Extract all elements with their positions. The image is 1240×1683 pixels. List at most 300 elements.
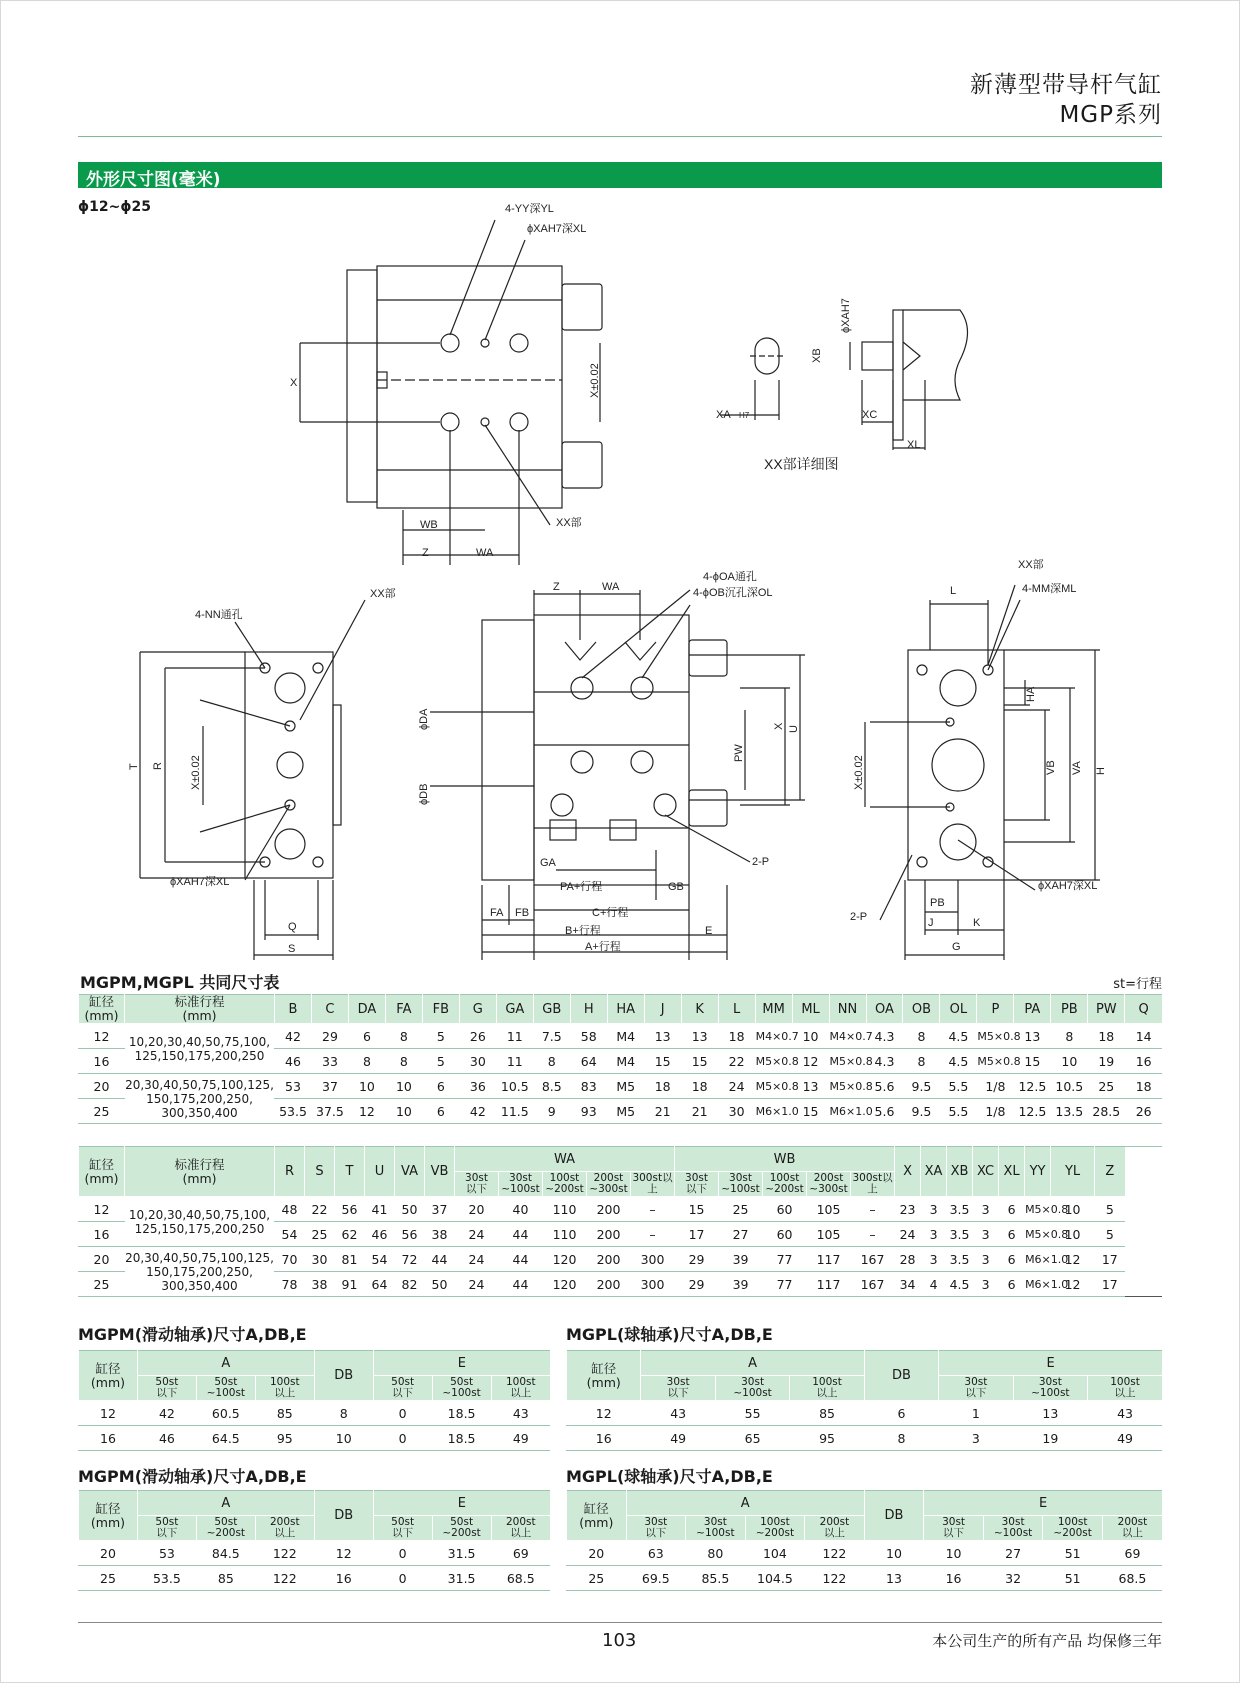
svg-text:G: G xyxy=(952,941,961,953)
table-cell: 3 xyxy=(973,1272,999,1297)
table-cell: 81 xyxy=(335,1247,365,1272)
table-cell: 40 xyxy=(499,1197,543,1222)
col-header: A xyxy=(626,1491,864,1516)
sub-header: 200st 以上 xyxy=(1102,1516,1162,1541)
table-cell: 64.5 xyxy=(196,1426,255,1451)
svg-text:ϕDB: ϕDB xyxy=(418,783,430,805)
col-header: 缸径 (mm) xyxy=(567,1491,627,1541)
svg-text:L: L xyxy=(950,585,957,597)
table-cell: 39 xyxy=(719,1272,763,1297)
table-cell: 6 xyxy=(348,1024,385,1049)
mgpm-table-20-25 xyxy=(78,1490,550,1591)
table-cell: 16 xyxy=(924,1566,984,1591)
svg-text:U: U xyxy=(788,725,800,733)
table-cell: 10 xyxy=(864,1541,924,1566)
table-cell: 51 xyxy=(1043,1566,1103,1591)
table-cell: 55 xyxy=(715,1401,789,1426)
table-cell: 0 xyxy=(373,1541,432,1566)
table-cell: M5×0.8 xyxy=(755,1049,792,1074)
svg-text:FA: FA xyxy=(490,907,504,919)
table-cell: M6×1.0 xyxy=(1025,1272,1051,1297)
table-cell: 10.5 xyxy=(1051,1074,1088,1099)
table-cell: 53 xyxy=(137,1541,196,1566)
table-cell: 95 xyxy=(790,1426,864,1451)
table-row xyxy=(567,1541,1163,1566)
col-header: G xyxy=(459,995,496,1024)
table-cell: 56 xyxy=(335,1197,365,1222)
col-header: Z xyxy=(1095,1147,1125,1197)
svg-text:C+行程: C+行程 xyxy=(592,907,629,919)
table-row xyxy=(79,1247,1163,1272)
table-cell: 49 xyxy=(491,1426,550,1451)
table-cell: 64 xyxy=(570,1049,607,1074)
col-header: XB xyxy=(947,1147,973,1197)
col-header: A xyxy=(137,1351,314,1376)
svg-text:XL: XL xyxy=(907,439,921,451)
table-cell: 18.5 xyxy=(432,1401,491,1426)
t3-title: MGPM(滑动轴承)尺寸A,DB,E xyxy=(78,1325,307,1344)
table-cell: 26 xyxy=(1125,1099,1162,1124)
footer-divider xyxy=(78,1622,1162,1623)
table-cell: 1/8 xyxy=(977,1074,1014,1099)
sub-header: 30st ~100st xyxy=(1013,1376,1087,1401)
table-cell: 48 xyxy=(275,1197,305,1222)
col-header: XA xyxy=(921,1147,947,1197)
col-header: XL xyxy=(999,1147,1025,1197)
table-row xyxy=(79,1426,551,1451)
table-cell: 3 xyxy=(939,1426,1013,1451)
table-cell: 5.6 xyxy=(866,1074,903,1099)
col-header: FA xyxy=(385,995,422,1024)
table-cell: M5×0.8 xyxy=(755,1074,792,1099)
table-cell: 37 xyxy=(425,1197,455,1222)
table-cell: 17 xyxy=(675,1222,719,1247)
col-header: FB xyxy=(422,995,459,1024)
table-cell: 20 xyxy=(567,1541,627,1566)
col-header: DA xyxy=(348,995,385,1024)
col-header: GB xyxy=(533,995,570,1024)
svg-text:PB: PB xyxy=(930,897,945,909)
table-cell: 4.5 xyxy=(947,1272,973,1297)
table-cell: 10.5 xyxy=(496,1074,533,1099)
table-cell: 77 xyxy=(763,1247,807,1272)
table-cell: 70 xyxy=(275,1247,305,1272)
common-dimensions-table xyxy=(78,994,1162,1124)
table-cell: 4.3 xyxy=(866,1049,903,1074)
col-header: YL xyxy=(1051,1147,1095,1197)
table-cell: 27 xyxy=(983,1541,1043,1566)
svg-text:X: X xyxy=(290,377,298,389)
col-header: DB xyxy=(314,1351,373,1401)
table-cell: – xyxy=(631,1197,675,1222)
table-cell: 44 xyxy=(499,1247,543,1272)
svg-text:GA: GA xyxy=(540,857,556,869)
svg-text:K: K xyxy=(973,917,981,929)
table-cell: 21 xyxy=(644,1099,681,1124)
table-cell: 8 xyxy=(533,1049,570,1074)
svg-text:PW: PW xyxy=(733,744,745,762)
table-cell: 5 xyxy=(422,1049,459,1074)
table-cell: 42 xyxy=(137,1401,196,1426)
table-cell: 8.5 xyxy=(533,1074,570,1099)
table-cell: 10 xyxy=(1051,1197,1095,1222)
col-header: ML xyxy=(792,995,829,1024)
table-cell: 300 xyxy=(631,1272,675,1297)
table-cell: 91 xyxy=(335,1272,365,1297)
table-cell: 5 xyxy=(1095,1197,1125,1222)
table-cell: 43 xyxy=(1088,1401,1162,1426)
table-cell: M5×0.8 xyxy=(829,1049,866,1074)
sub-header: 100st 以上 xyxy=(491,1376,550,1401)
col-header: B xyxy=(275,995,312,1024)
table-cell: 3 xyxy=(973,1222,999,1247)
header-row xyxy=(567,1351,1163,1376)
left-view-drawing xyxy=(128,587,396,960)
table-cell: 50 xyxy=(395,1197,425,1222)
table-cell: 122 xyxy=(255,1566,314,1591)
table-row xyxy=(79,1074,1163,1099)
col-header: K xyxy=(681,995,718,1024)
bore-range-label: ϕ12~ϕ25 xyxy=(78,199,151,215)
table-cell: 12 xyxy=(348,1099,385,1124)
table-cell: 300 xyxy=(631,1247,675,1272)
table-cell: 27 xyxy=(719,1222,763,1247)
svg-text:XB: XB xyxy=(811,348,823,363)
t5-title: MGPM(滑动轴承)尺寸A,DB,E xyxy=(78,1467,307,1486)
table-cell: 78 xyxy=(275,1272,305,1297)
table-cell: 44 xyxy=(499,1272,543,1297)
table-cell: 18.5 xyxy=(432,1426,491,1451)
col-header: 缸径 (mm) xyxy=(567,1351,641,1401)
col-header: 标准行程 (mm) xyxy=(125,1147,275,1197)
sub-header: 30st 以下 xyxy=(626,1516,686,1541)
svg-text:XC: XC xyxy=(862,409,878,421)
svg-text:FB: FB xyxy=(515,907,530,919)
table-cell: 18 xyxy=(718,1024,755,1049)
table-cell: 0 xyxy=(373,1426,432,1451)
table-cell: 20 xyxy=(455,1197,499,1222)
table-cell: 29 xyxy=(675,1272,719,1297)
svg-text:Z: Z xyxy=(553,581,560,593)
table-cell: 8 xyxy=(348,1049,385,1074)
table-cell: 82 xyxy=(395,1272,425,1297)
table2-body xyxy=(79,1197,1163,1297)
col-header: J xyxy=(644,995,681,1024)
sub-header: 30st 以下 xyxy=(939,1376,1013,1401)
svg-text:ϕXAH7深XL: ϕXAH7深XL xyxy=(527,223,587,235)
t6-title: MGPL(球轴承)尺寸A,DB,E xyxy=(566,1467,773,1486)
sub-header: 100st ~200st xyxy=(745,1516,805,1541)
table-cell: 37 xyxy=(311,1074,348,1099)
table-cell: 5.5 xyxy=(940,1099,977,1124)
table-cell: 20 xyxy=(79,1541,138,1566)
table-cell: 8 xyxy=(385,1049,422,1074)
table-cell: 122 xyxy=(805,1566,865,1591)
table-cell: 85 xyxy=(790,1401,864,1426)
table-cell: 1/8 xyxy=(977,1099,1014,1124)
table-cell: 6 xyxy=(422,1099,459,1124)
col-header: H xyxy=(570,995,607,1024)
table-cell: 25 xyxy=(79,1099,125,1124)
table-cell: – xyxy=(631,1222,675,1247)
table-row xyxy=(79,1541,551,1566)
table-cell: 105 xyxy=(807,1222,851,1247)
sub-header: 50st ~200st xyxy=(432,1516,491,1541)
table-cell: 30 xyxy=(459,1049,496,1074)
page-number: 103 xyxy=(602,1630,637,1651)
table-cell: 16 xyxy=(79,1222,125,1247)
table-cell: 34 xyxy=(895,1272,921,1297)
table-cell: 49 xyxy=(1088,1426,1162,1451)
svg-text:HA: HA xyxy=(1025,686,1037,702)
sub-header: 30st 以下 xyxy=(675,1172,719,1197)
table-cell: 104.5 xyxy=(745,1566,805,1591)
table-cell: 24 xyxy=(455,1222,499,1247)
table-cell: M5×0.8 xyxy=(1025,1197,1051,1222)
svg-text:VA: VA xyxy=(1071,761,1083,775)
col-header: E xyxy=(924,1491,1162,1516)
table-cell: M5×0.8 xyxy=(1025,1222,1051,1247)
col-header: XC xyxy=(973,1147,999,1197)
table-cell: 18 xyxy=(681,1074,718,1099)
svg-text:2-P: 2-P xyxy=(850,911,868,923)
sub-header: 30st ~100st xyxy=(499,1172,543,1197)
svg-text:XX部详细图: XX部详细图 xyxy=(764,456,839,472)
table-cell: 17 xyxy=(1095,1272,1125,1297)
table-cell: 12 xyxy=(79,1024,125,1049)
sub-header: 30st ~100st xyxy=(686,1516,746,1541)
sub-header: 200st 以上 xyxy=(805,1516,865,1541)
table-cell: 42 xyxy=(275,1024,312,1049)
table-cell: 44 xyxy=(425,1247,455,1272)
table-cell: M4×0.7 xyxy=(829,1024,866,1049)
table-cell: 10,20,30,40,50,75,100, 125,150,175,200,250 xyxy=(125,1024,275,1074)
table-cell: 25 xyxy=(79,1566,138,1591)
table-row xyxy=(567,1566,1163,1591)
table-cell: 25 xyxy=(305,1222,335,1247)
table-cell: 19 xyxy=(1013,1426,1087,1451)
table-cell: 10,20,30,40,50,75,100, 125,150,175,200,250 xyxy=(125,1197,275,1247)
svg-text:T: T xyxy=(128,763,140,770)
col-header: X xyxy=(895,1147,921,1197)
table-cell: 13 xyxy=(1013,1401,1087,1426)
table-cell: 167 xyxy=(851,1247,895,1272)
svg-text:A+行程: A+行程 xyxy=(585,941,621,953)
header-title: 新薄型带导杆气缸 xyxy=(970,72,1162,98)
table-row xyxy=(567,1401,1163,1426)
table-cell: 3 xyxy=(973,1197,999,1222)
table-cell: 12 xyxy=(314,1541,373,1566)
sub-header: 30st ~100st xyxy=(719,1172,763,1197)
svg-text:R: R xyxy=(152,762,164,770)
table-cell: 42 xyxy=(459,1099,496,1124)
table-cell: 68.5 xyxy=(1102,1566,1162,1591)
col-header: U xyxy=(365,1147,395,1197)
table-cell: 9.5 xyxy=(903,1074,940,1099)
table-cell: 6 xyxy=(999,1222,1025,1247)
table-cell: 8 xyxy=(1051,1024,1088,1049)
table-cell: 69 xyxy=(491,1541,550,1566)
table-cell: 38 xyxy=(305,1272,335,1297)
svg-text:WA: WA xyxy=(602,581,620,593)
table-cell: 30 xyxy=(718,1099,755,1124)
table-cell: 63 xyxy=(626,1541,686,1566)
table-cell: 10 xyxy=(385,1074,422,1099)
table-cell: 39 xyxy=(719,1247,763,1272)
table-cell: 65 xyxy=(715,1426,789,1451)
table-cell: 15 xyxy=(792,1099,829,1124)
col-header: E xyxy=(373,1491,550,1516)
table-cell: 60 xyxy=(763,1197,807,1222)
table-cell: 85.5 xyxy=(686,1566,746,1591)
top-view-drawing xyxy=(290,202,602,565)
col-header: PB xyxy=(1051,995,1088,1024)
table-cell: 12 xyxy=(792,1049,829,1074)
sub-header: 50st ~100st xyxy=(196,1376,255,1401)
mgpl-table-12-16 xyxy=(566,1350,1162,1451)
table-cell: M6×1.0 xyxy=(1025,1247,1051,1272)
table-cell: 20 xyxy=(79,1074,125,1099)
sub-header: 100st ~200st xyxy=(543,1172,587,1197)
table-cell: 14 xyxy=(1125,1024,1162,1049)
table-cell: 25 xyxy=(79,1272,125,1297)
table-cell: 23 xyxy=(895,1197,921,1222)
table-cell: M6×1.0 xyxy=(755,1099,792,1124)
table-cell: 25 xyxy=(1088,1074,1125,1099)
table-cell: 49 xyxy=(641,1426,715,1451)
svg-text:H: H xyxy=(1095,767,1107,775)
table-cell: 36 xyxy=(459,1074,496,1099)
warranty-note: 本公司生产的所有产品 均保修三年 xyxy=(932,1632,1162,1650)
svg-text:ϕXAH7深XL: ϕXAH7深XL xyxy=(1038,880,1098,892)
table-cell: 200 xyxy=(587,1197,631,1222)
section-band: 外形尺寸图(毫米) xyxy=(78,162,1162,188)
table-cell: 20 xyxy=(79,1247,125,1272)
table-cell: 44 xyxy=(499,1222,543,1247)
table-cell: 72 xyxy=(395,1247,425,1272)
table-cell: 6 xyxy=(999,1247,1025,1272)
table-cell: 8 xyxy=(903,1049,940,1074)
table-cell: 77 xyxy=(763,1272,807,1297)
common-dimensions-table-2 xyxy=(78,1146,1162,1297)
table-cell: 93 xyxy=(570,1099,607,1124)
col-header: OA xyxy=(866,995,903,1024)
table-row xyxy=(79,1566,551,1591)
table-cell: 8 xyxy=(903,1024,940,1049)
sub-header: 100st 以上 xyxy=(1088,1376,1162,1401)
svg-text:ϕXAH7: ϕXAH7 xyxy=(840,298,852,333)
sub-header: 50st 以下 xyxy=(373,1376,432,1401)
svg-text:X±0.02: X±0.02 xyxy=(853,755,865,790)
sub-header: 300st以上 xyxy=(632,1172,673,1195)
table-cell: 13 xyxy=(644,1024,681,1049)
svg-text:WB: WB xyxy=(420,519,438,531)
sub-header: 200st ~300st xyxy=(587,1172,631,1197)
svg-text:GB: GB xyxy=(668,881,684,893)
table-cell: 80 xyxy=(686,1541,746,1566)
table-cell: M5 xyxy=(607,1099,644,1124)
table-cell: 24 xyxy=(455,1272,499,1297)
svg-text:X: X xyxy=(773,722,785,730)
table-cell: 84.5 xyxy=(196,1541,255,1566)
table-cell: 22 xyxy=(305,1197,335,1222)
sub-header: 50st 以下 xyxy=(137,1516,196,1541)
table-cell: 10 xyxy=(1051,1049,1088,1074)
table-cell: 20,30,40,50,75,100,125, 150,175,200,250, 300,350,400 xyxy=(125,1074,275,1124)
sub-header: 30st 以下 xyxy=(455,1172,499,1197)
svg-text:X±0.02: X±0.02 xyxy=(190,755,202,790)
table-cell: 5 xyxy=(422,1024,459,1049)
table-cell: 120 xyxy=(543,1247,587,1272)
table-cell: M4×0.7 xyxy=(755,1024,792,1049)
table-cell: – xyxy=(851,1222,895,1247)
col-header: VB xyxy=(425,1147,455,1197)
table-cell: 46 xyxy=(137,1426,196,1451)
table-cell: 85 xyxy=(196,1566,255,1591)
col-header: WB xyxy=(675,1147,895,1172)
table-cell: 25 xyxy=(719,1197,763,1222)
table-cell: 105 xyxy=(807,1197,851,1222)
svg-text:XX部: XX部 xyxy=(370,588,396,600)
table-cell: 15 xyxy=(644,1049,681,1074)
svg-text:PA+行程: PA+行程 xyxy=(560,881,603,893)
table-cell: 1 xyxy=(939,1401,1013,1426)
table-cell: 8 xyxy=(864,1426,938,1451)
table-cell: 6 xyxy=(422,1074,459,1099)
table-cell: 32 xyxy=(983,1566,1043,1591)
col-header: OL xyxy=(940,995,977,1024)
sub-header: 30st 以下 xyxy=(924,1516,984,1541)
table-cell: 12 xyxy=(1051,1247,1095,1272)
sub-header: 100st ~200st xyxy=(763,1172,807,1197)
col-header: T xyxy=(335,1147,365,1197)
table-cell: 18 xyxy=(644,1074,681,1099)
table-cell: 33 xyxy=(311,1049,348,1074)
table-cell: 117 xyxy=(807,1272,851,1297)
table-cell: 6 xyxy=(999,1272,1025,1297)
svg-text:Z: Z xyxy=(422,547,429,559)
col-header: DB xyxy=(864,1351,938,1401)
table-cell: M5×0.8 xyxy=(977,1049,1014,1074)
table-cell: 38 xyxy=(425,1222,455,1247)
svg-text:XX部: XX部 xyxy=(1018,559,1044,571)
table-cell: 16 xyxy=(79,1426,138,1451)
svg-text:B+行程: B+行程 xyxy=(565,925,601,937)
col-header: C xyxy=(311,995,348,1024)
table-cell: 3.5 xyxy=(947,1247,973,1272)
sub-header: 200st 以上 xyxy=(491,1516,550,1541)
table-cell: 60.5 xyxy=(196,1401,255,1426)
sub-header: 50st ~200st xyxy=(196,1516,255,1541)
table-cell: 16 xyxy=(567,1426,641,1451)
table-cell: 117 xyxy=(807,1247,851,1272)
table-cell: 5 xyxy=(1095,1222,1125,1247)
sub-header: 200st 以上 xyxy=(255,1516,314,1541)
table-cell: 43 xyxy=(491,1401,550,1426)
t4-title: MGPL(球轴承)尺寸A,DB,E xyxy=(566,1325,773,1344)
table-cell: 24 xyxy=(895,1222,921,1247)
table-cell: M5×0.8 xyxy=(977,1024,1014,1049)
col-header: HA xyxy=(607,995,644,1024)
table-cell: 5.5 xyxy=(940,1074,977,1099)
table-cell: 3 xyxy=(921,1197,947,1222)
table-cell: 69 xyxy=(1102,1541,1162,1566)
svg-text:X±0.02: X±0.02 xyxy=(589,363,601,398)
table-cell: 51 xyxy=(1043,1541,1103,1566)
svg-text:4-ϕOB沉孔深OL: 4-ϕOB沉孔深OL xyxy=(693,587,773,599)
side-view-drawing xyxy=(418,569,805,960)
table-row xyxy=(79,1197,1163,1222)
